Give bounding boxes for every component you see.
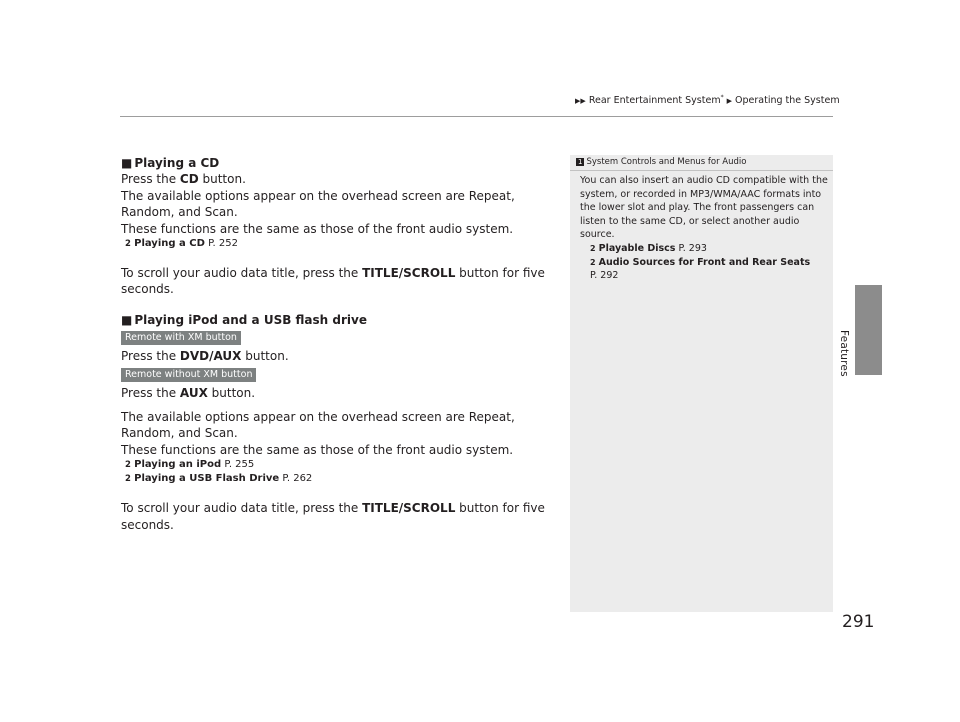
ref-playing-ipod[interactable]: 2 Playing an iPod P. 255 (125, 459, 255, 471)
reference-arrow-icon: 2 (590, 257, 596, 267)
ref-playing-usb[interactable]: 2 Playing a USB Flash Drive P. 262 (125, 473, 313, 485)
heading-playing-ipod-usb: ■ Playing iPod and a USB flash drive (121, 312, 367, 327)
ipod-functions-line: These functions are the same as those of the front audio system. (121, 442, 514, 457)
section-label: Features (838, 330, 850, 377)
reference-arrow-icon: 2 (125, 460, 131, 471)
sidebar-body (580, 174, 828, 283)
triangle-icon: ▶ (726, 97, 732, 106)
sidebar-text: You can also insert an audio CD compatible with the system, or recorded in MP3/WMA/AAC formats into the lower slot and play. The front passengers can listen to the same CD, or select another audio source. (580, 175, 828, 241)
tag-without-xm: Remote without XM button (121, 368, 256, 382)
press-dvd-aux-line: Press the DVD/AUX button. (121, 349, 289, 364)
reference-arrow-icon: 2 (125, 474, 131, 485)
aux-button-name: AUX (179, 385, 208, 400)
tag-with-xm: Remote with XM button (121, 331, 241, 345)
reference-arrow-icon: 2 (590, 243, 596, 253)
square-bullet-icon: ■ (121, 156, 133, 170)
note-number-badge: 1 (578, 158, 583, 166)
page-number: 291 (842, 612, 875, 632)
ipod-options-line: The available options appear on the overhead screen are Repeat, Random, and Scan. (121, 410, 515, 441)
square-bullet-icon: ■ (121, 312, 133, 327)
ref-playing-cd[interactable]: 2 Playing a CD P. 252 (125, 238, 238, 250)
scroll-note-2: To scroll your audio data title, press the TITLE/SCROLL button for five seconds. (121, 501, 545, 532)
breadcrumb-part-1[interactable]: Rear Entertainment System (588, 95, 721, 107)
title-scroll-button-name: TITLE/SCROLL (362, 501, 456, 516)
ref-playable-discs[interactable]: 2 Playable Discs P. 293 (590, 242, 707, 254)
sidebar-divider (570, 170, 833, 171)
section-tab (855, 285, 882, 375)
asterisk-mark: * (720, 94, 724, 101)
reference-arrow-icon: 2 (125, 239, 131, 250)
cd-functions-line: These functions are the same as those of the front audio system. (121, 221, 514, 236)
dvd-aux-button-name: DVD/AUX (179, 349, 242, 364)
ref-audio-sources[interactable]: 2 Audio Sources for Front and Rear Seats P. 292 (590, 256, 811, 282)
main-content (121, 155, 561, 533)
sidebar-heading: 1 System Controls and Menus for Audio (578, 157, 747, 167)
header-divider (120, 116, 833, 117)
heading-playing-cd: ■ Playing a CD (121, 156, 220, 170)
breadcrumb (575, 94, 840, 106)
double-triangle-icon: ▶▶ (575, 97, 586, 106)
cd-button-name: CD (179, 172, 199, 187)
cd-options-line: The available options appear on the overhead screen are Repeat, Random, and Scan. (121, 188, 515, 220)
press-cd-line: Press the CD button. (121, 172, 246, 187)
breadcrumb-part-2[interactable]: Operating the System (735, 95, 840, 107)
title-scroll-button-name: TITLE/SCROLL (362, 266, 456, 281)
press-aux-line: Press the AUX button. (121, 385, 256, 400)
scroll-note-1: To scroll your audio data title, press the TITLE/SCROLL button for five seconds. (121, 266, 545, 297)
